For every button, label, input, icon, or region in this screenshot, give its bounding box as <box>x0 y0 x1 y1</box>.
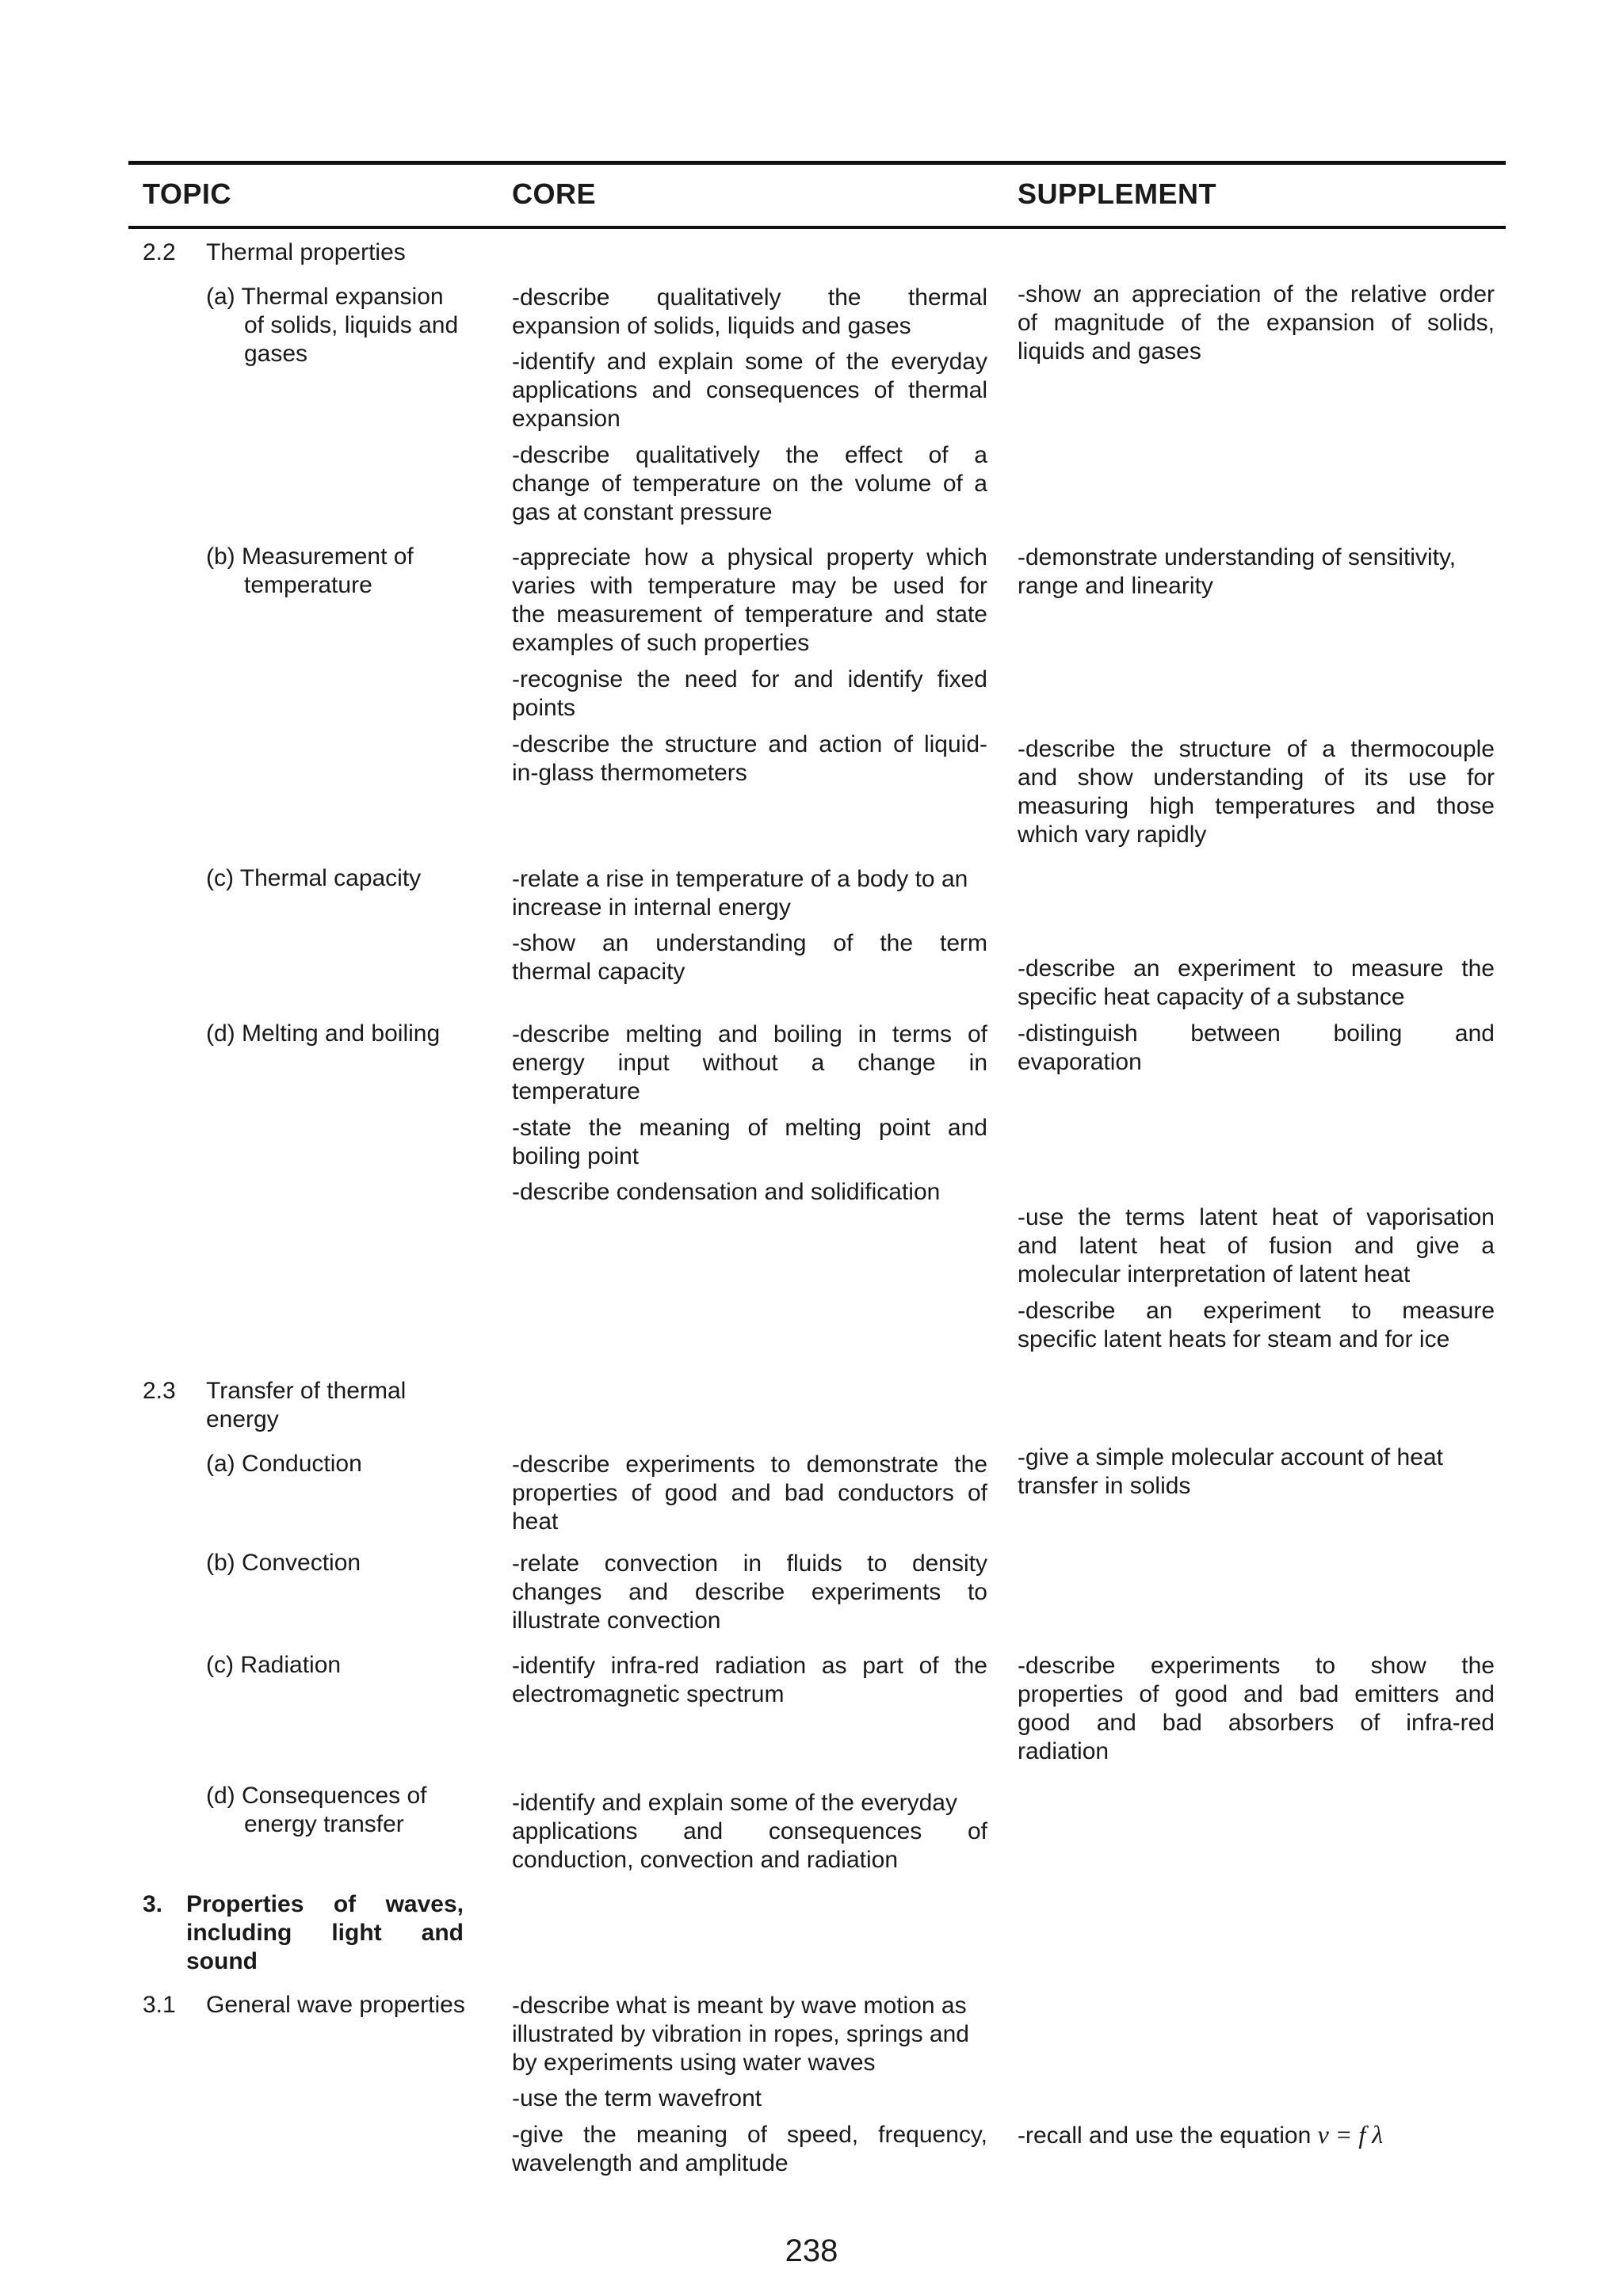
core-text-line: energy input without a change in <box>512 1050 987 1076</box>
supplement-text-line: liquids and gases <box>1018 338 1201 364</box>
supplement-text-line: -describe an experiment to measure <box>1018 1298 1495 1324</box>
core-text-line: gas at constant pressure <box>512 499 773 525</box>
supplement-text-line: -show an appreciation of the relative order <box>1018 281 1495 307</box>
topic-label: temperature <box>244 572 372 598</box>
core-text-line: -identify and explain some of the everyday <box>512 349 987 375</box>
supplement-text-line: specific heat capacity of a substance <box>1018 984 1405 1010</box>
core-text-line: -state the meaning of melting point and <box>512 1115 987 1141</box>
core-text-line: -use the term wavefront <box>512 2085 762 2111</box>
supplement-text-line: good and bad absorbers of infra-red <box>1018 1710 1495 1736</box>
core-text-line: -appreciate how a physical property which <box>512 544 987 570</box>
wave-equation: v = f λ <box>1317 2120 1384 2149</box>
supplement-text-line: and show understanding of its use for <box>1018 765 1495 791</box>
core-text-line: in-glass thermometers <box>512 760 747 786</box>
supplement-text-line: evaporation <box>1018 1049 1142 1075</box>
core-text-line: temperature <box>512 1078 640 1104</box>
core-text-line: expansion of solids, liquids and gases <box>512 313 911 339</box>
core-text-line: increase in internal energy <box>512 894 791 921</box>
section-title: Thermal properties <box>206 239 406 265</box>
core-text-line: conduction, convection and radiation <box>512 1847 899 1873</box>
core-text-line: electromagnetic spectrum <box>512 1681 785 1707</box>
section-number: 2.3 <box>143 1378 176 1404</box>
page-number: 238 <box>785 2233 838 2268</box>
core-text-line: the measurement of temperature and state <box>512 601 987 627</box>
core-text-line: points <box>512 695 576 721</box>
core-text-line: properties of good and bad conductors of <box>512 1480 987 1506</box>
section-number: 2.2 <box>143 239 176 265</box>
topic-label: (d) Consequences of <box>206 1783 427 1809</box>
topic-label: of solids, liquids and <box>244 312 459 338</box>
core-text-line: -recognise the need for and identify fixed <box>512 666 987 692</box>
core-text-line: -identify and explain some of the everyday <box>512 1790 957 1816</box>
core-text-line: expansion <box>512 406 621 432</box>
core-text-line: boiling point <box>512 1143 640 1169</box>
core-text-line: by experiments using water waves <box>512 2050 876 2076</box>
topic-label: gases <box>244 341 308 367</box>
core-text-line: applications and consequences of thermal <box>512 377 987 403</box>
supplement-text-line: -demonstrate understanding of sensitivity, <box>1018 544 1457 570</box>
equation-prefix: -recall and use the equation <box>1018 2122 1318 2149</box>
supplement-text-line: molecular interpretation of latent heat <box>1018 1261 1411 1287</box>
supplement-text-line: -give a simple molecular account of heat <box>1018 1444 1443 1470</box>
topic-label: (c) Thermal capacity <box>206 865 422 891</box>
core-text-line: thermal capacity <box>512 959 685 985</box>
supplement-text-line: -use the terms latent heat of vaporisation <box>1018 1204 1495 1230</box>
header-core: CORE <box>512 177 597 210</box>
core-text-line: varies with temperature may be used for <box>512 573 987 599</box>
supplement-text-line: range and linearity <box>1018 573 1213 599</box>
core-text-line: -relate a rise in temperature of a body to an <box>512 866 968 892</box>
core-text-line: illustrated by vibration in ropes, springs and <box>512 2021 969 2047</box>
core-text-line: -show an understanding of the term <box>512 930 987 956</box>
table-top-rule <box>128 161 1506 165</box>
core-text-line: examples of such properties <box>512 630 810 656</box>
core-text-line: illustrate convection <box>512 1608 721 1634</box>
section-title: including light and <box>186 1920 464 1946</box>
supplement-text-line: -distinguish between boiling and <box>1018 1020 1495 1047</box>
header-topic: TOPIC <box>143 177 231 210</box>
core-text-line: -describe qualitatively the effect of a <box>512 442 987 468</box>
topic-label: (a) Thermal expansion <box>206 284 444 310</box>
table-header-rule <box>128 226 1506 229</box>
core-text-line: wavelength and amplitude <box>512 2150 789 2176</box>
supplement-text-line: radiation <box>1018 1738 1109 1764</box>
topic-label: (c) Radiation <box>206 1652 342 1678</box>
core-text-line: change of temperature on the volume of a <box>512 471 987 497</box>
core-text-line: changes and describe experiments to <box>512 1579 987 1605</box>
section-title: energy <box>206 1406 279 1432</box>
section-title: General wave properties <box>206 1992 465 2018</box>
supplement-text-line: -describe the structure of a thermocouple <box>1018 736 1495 762</box>
supplement-text-line: of magnitude of the expansion of solids, <box>1018 310 1495 336</box>
supplement-text-line: which vary rapidly <box>1018 822 1207 848</box>
topic-label: (a) Conduction <box>206 1451 362 1477</box>
supplement-text-line: -describe an experiment to measure the <box>1018 955 1495 982</box>
supplement-text-line <box>1018 2120 1495 2150</box>
core-text-line: heat <box>512 1508 559 1535</box>
core-text-line: -describe qualitatively the thermal <box>512 284 987 311</box>
core-text-line: applications and consequences of <box>512 1818 987 1844</box>
supplement-text-line: measuring high temperatures and those <box>1018 793 1495 819</box>
core-text-line: -describe experiments to demonstrate the <box>512 1451 987 1478</box>
topic-label: (d) Melting and boiling <box>206 1020 441 1047</box>
core-text-line: -describe the structure and action of liquid- <box>512 731 987 757</box>
supplement-text-line: -describe experiments to show the <box>1018 1653 1495 1679</box>
header-supplement: SUPPLEMENT <box>1018 177 1217 210</box>
topic-label: (b) Measurement of <box>206 543 414 570</box>
core-text-line: -describe condensation and solidification <box>512 1179 941 1205</box>
supplement-text-line: transfer in solids <box>1018 1473 1191 1499</box>
section-title: Properties of waves, <box>186 1891 464 1917</box>
core-text-line: -relate convection in fluids to density <box>512 1550 987 1577</box>
section-title: sound <box>186 1948 258 1974</box>
topic-label: (b) Convection <box>206 1550 361 1576</box>
core-text-line: -describe what is meant by wave motion as <box>512 1993 967 2019</box>
core-text-line: -describe melting and boiling in terms of <box>512 1021 987 1047</box>
section-number: 3. <box>143 1891 163 1917</box>
topic-label: energy transfer <box>244 1811 404 1837</box>
core-text-line: -identify infra-red radiation as part of the <box>512 1653 987 1679</box>
core-text-line: -give the meaning of speed, frequency, <box>512 2122 987 2148</box>
supplement-text-line: and latent heat of fusion and give a <box>1018 1233 1495 1259</box>
section-title: Transfer of thermal <box>206 1378 407 1404</box>
section-number: 3.1 <box>143 1992 176 2018</box>
supplement-text-line: specific latent heats for steam and for ice <box>1018 1326 1450 1352</box>
supplement-text-line: properties of good and bad emitters and <box>1018 1681 1495 1707</box>
